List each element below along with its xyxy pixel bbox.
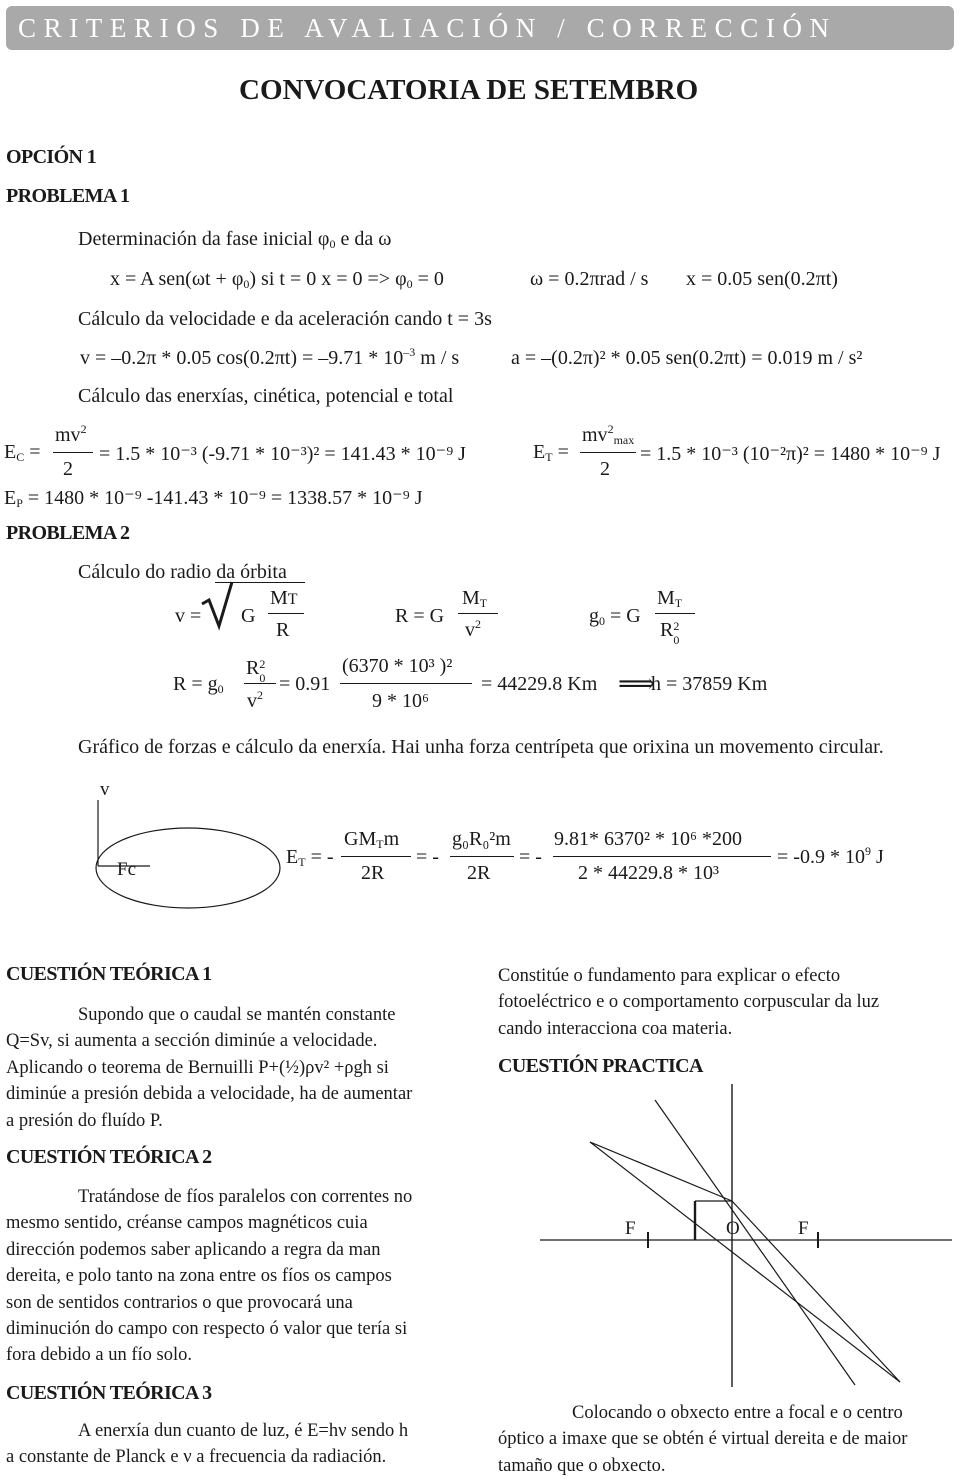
orbital-velocity-numerator: MT xyxy=(270,587,298,609)
square-root-sign xyxy=(200,580,240,636)
header-banner: CRITERIOS DE AVALIACIÓN / CORRECCIÓN xyxy=(6,6,954,50)
orbital-velocity-fraction-bar xyxy=(268,613,304,614)
photon-text: Constitúe o fundamento para explicar o efecto fotoeléctrico e o comportamento corpuscular da luz cando interacciona coa materia. xyxy=(498,966,880,1039)
radius-equation-lhs: R = G xyxy=(395,605,445,627)
omega-value: ω = 0.2πrad / s xyxy=(530,268,649,290)
velocity-vector-label: v xyxy=(100,779,110,800)
theory-question1-text: Supondo que o caudal se mantén constante Q=Sv, si aumenta a sección diminúe a velocidade. Aplicando o teorema de Bernuilli P+(½)ρv² +ρgh si diminúe a presión debida a velocidade, ha de aumentar a presión do fluído P. xyxy=(6,1005,413,1131)
practical-question-heading: CUESTIÓN PRACTICA xyxy=(498,1055,703,1077)
practical-question-text: Colocando o obxecto entre a focal e o centro óptico a imaxe que se obtén é virtual dereita e de maior tamaño que o obxecto. xyxy=(498,1403,908,1476)
radius-equation-numerator: $M_T$ xyxy=(462,587,488,610)
focal-point-left-label: F xyxy=(625,1218,636,1239)
forces-diagram xyxy=(92,770,282,910)
orbital-energy-fraction1-bar xyxy=(341,856,411,857)
orbital-energy-fraction1-numerator: $GM_Tm$ xyxy=(344,828,400,851)
focal-point-right-label: F xyxy=(798,1218,809,1239)
radius-result-value: = 44229.8 Km xyxy=(481,673,598,695)
option-heading: OPCIÓN 1 xyxy=(6,146,97,168)
orbital-velocity-g: G xyxy=(241,605,256,627)
radius-result-factor: = 0.91 xyxy=(279,673,331,695)
orbital-energy-result: = $-0.9 * 10^9$ J xyxy=(777,844,884,868)
kinetic-energy-result: = 1.5 * 10⁻³ (-9.71 * 10⁻³)² = 141.43 * 10⁻⁹ J xyxy=(99,443,466,465)
kinetic-energy-denominator: 2 xyxy=(63,458,73,480)
page-title: CONVOCATORIA DE SETEMBRO xyxy=(239,74,699,106)
position-equation: x = 0.05 sen(0.2πt) xyxy=(686,268,838,290)
acceleration-equation: a = –(0.2π)² * 0.05 sen(0.2πt) = 0.019 m / s² xyxy=(511,347,863,369)
radius-equation-denominator: $v^2$ xyxy=(465,617,481,641)
radius-result-numerator: R 2 0 xyxy=(246,657,266,685)
orbital-energy-fraction3-numerator: 9.81* 6370² * 10⁶ *200 xyxy=(554,828,742,850)
theory-question2-heading: CUESTIÓN TEÓRICA 2 xyxy=(6,1146,212,1168)
orbital-energy-fraction3-denominator: 2 * 44229.8 * 10³ xyxy=(578,862,719,884)
optical-center-label: O xyxy=(726,1218,740,1239)
surface-gravity-fraction-bar xyxy=(655,613,695,614)
kinetic-energy-fraction-bar xyxy=(53,452,93,453)
kinetic-energy-lhs: $E_C$ = xyxy=(4,441,41,464)
orbital-velocity-denominator: R xyxy=(276,619,290,641)
orbital-energy-fraction2-numerator: g₀R₀²m xyxy=(452,828,511,850)
total-energy-fraction-bar xyxy=(580,452,636,453)
implies-arrow-icon: ⟹ xyxy=(618,669,656,698)
radius-equation-fraction-bar xyxy=(458,613,498,614)
orbital-energy-fraction3-bar xyxy=(553,856,771,857)
radius-result-fraction-bar-2 xyxy=(340,683,472,684)
centripetal-force-label: Fc xyxy=(117,859,136,880)
surface-gravity-lhs: $g_0 = G$ xyxy=(589,605,641,628)
orbital-energy-fraction2-bar xyxy=(450,856,514,857)
energy-label: Cálculo das enerxías, cinética, potencial e total xyxy=(78,385,454,407)
orbital-energy-equals-3: = - xyxy=(519,846,542,868)
phase-equation: x = A $sen(\omega t + \varphi_0)$ si t = 0 $x = 0 => \varphi_0 = 0$ xyxy=(110,268,444,291)
theory-question3-heading: CUESTIÓN TEÓRICA 3 xyxy=(6,1382,212,1404)
radius-label: Cálculo do radio da órbita xyxy=(78,561,287,583)
total-energy-denominator: 2 xyxy=(600,458,610,480)
total-energy-numerator: $mv^2_{max}$ xyxy=(582,422,635,447)
theory-question1-heading: CUESTIÓN TEÓRICA 1 xyxy=(6,963,212,985)
orbital-velocity-lhs: v = xyxy=(175,605,202,627)
problem2-heading: PROBLEMA 2 xyxy=(6,522,130,544)
total-energy-lhs: $E_T$ = xyxy=(533,441,569,464)
theory-question3-text: A enerxía dun cuanto de luz, é E=hν sendo h a constante de Planck e ν a frecuencia da radiación. xyxy=(6,1421,409,1468)
surface-gravity-denominator: R 2 0 xyxy=(660,619,680,647)
velocity-equation: v = –0.2π * 0.05 $\cos(0.2\pi t) = -9.71 * 10^{-3}$ m / s xyxy=(80,345,460,369)
radius-result-lhs: $R = g_0$ xyxy=(173,673,224,696)
orbital-energy-equals-2: = - xyxy=(416,846,439,868)
kinetic-energy-numerator: $mv^2$ xyxy=(55,422,87,446)
velocity-label: Cálculo da velocidade e da aceleración cando t = 3s xyxy=(78,308,492,330)
radius-result-denominator-2: 9 * 10⁶ xyxy=(372,690,429,712)
problem1-heading: PROBLEMA 1 xyxy=(6,185,130,207)
orbital-energy-lhs: $E_T$ = - xyxy=(286,846,334,869)
forces-label: Gráfico de forzas e cálculo da enerxía. Hai unha forza centrípeta que orixina un movemento circular. xyxy=(78,736,884,758)
radius-result-denominator: $v^2$ xyxy=(247,688,263,712)
potential-energy-equation: $E_P = 1480 * 10^{-9}$ -141.43 * 10⁻⁹ = 1338.57 * 10⁻⁹ J xyxy=(4,487,423,510)
height-result: h = 37859 Km xyxy=(651,673,768,695)
radius-result-fraction-bar xyxy=(244,683,276,684)
orbital-energy-fraction1-denominator: 2R xyxy=(361,862,385,884)
surface-gravity-numerator: $M_T$ xyxy=(657,587,683,610)
theory-question2-text: Tratándose de fíos paralelos con correntes no mesmo sentido, créanse campos magnéticos cuia dirección podemos saber aplicando a regra da man dereita, e polo tanto na zona entre os fíos os campos son de sentidos contrarios o que provocará una diminución do campo con respecto ó valor que tería si fora debido a un fío solo. xyxy=(6,1187,413,1366)
radius-result-numerator-2: (6370 * 10³ )² xyxy=(342,655,453,677)
orbital-energy-fraction2-denominator: 2R xyxy=(467,862,491,884)
phase-label: Determinación da fase inicial $\varphi_0$ e da ω xyxy=(78,228,392,251)
total-energy-result: = 1.5 * 10⁻³ (10⁻²π)² = 1480 * 10⁻⁹ J xyxy=(640,443,941,465)
